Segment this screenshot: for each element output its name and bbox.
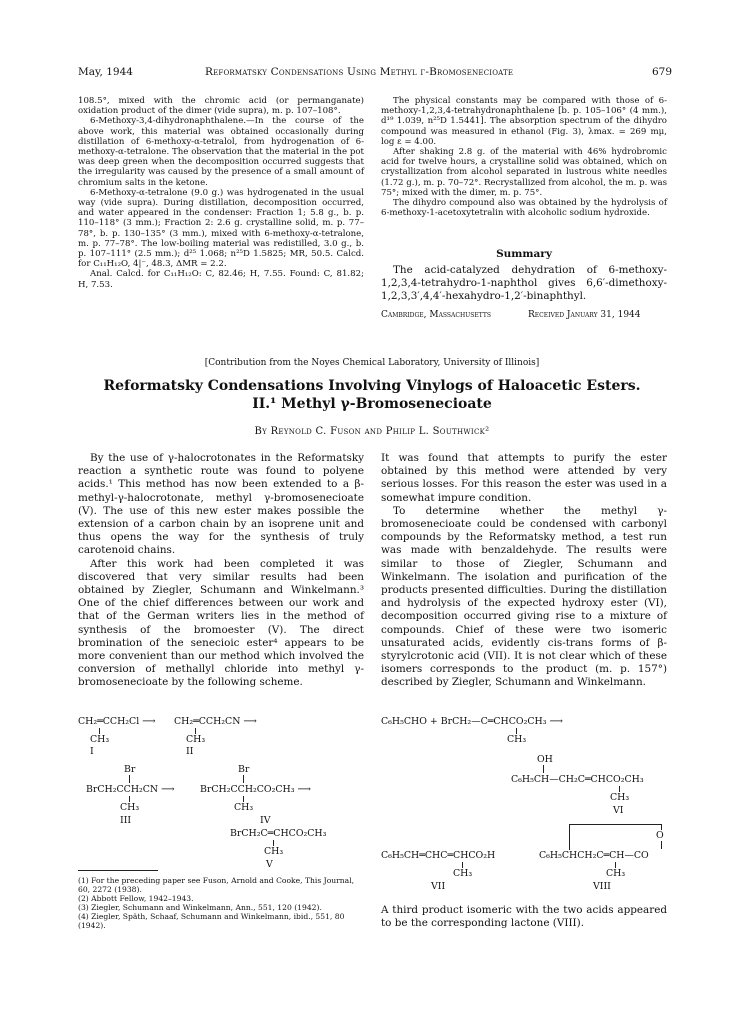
lactone-ring-bond — [569, 824, 661, 825]
lactone-oxygen: O — [656, 830, 664, 841]
compound-label-VIII: VIII — [593, 881, 611, 892]
body-paragraph: To determine whether the methyl γ-bromosenecioate could be condensed with carbonyl compounds by the Reformatsky method, a test run was made with benzaldehyde. The results were similar to those of Ziegler, Schumann and Winkelmann. The isolation and purification of the products presented difficulties. During the distillation and hydrolysis of the expected hydroxy ester (VI), decomposition occurred giving rise to a mixture of compounds. Chief of these were two isomeric unsaturated acids, evidently cis-trans forms of β-styrylcrotonic acid (VII). It is not clear which of these isomers corresponds to the product (m. p. 157°) described by Ziegler, Schumann and Winkelmann. — [381, 504, 667, 689]
footnotes — [78, 876, 368, 930]
compound-III-formula: BrCH₂CCH₂CN ⟶ — [86, 784, 175, 795]
prev-right-paragraph: The physical constants may be compared with those of 6-methoxy-1,2,3,4-tetrahydronaphthalene [b. p. 105–106° (4 mm.), d¹⁹ 1.039, n²⁵D 1.5441]. The absorption spectrum of the dihydro compound was measured in ethanol (Fig. 3), λmax. = 269 mμ, log ε = 4.00. — [381, 96, 667, 147]
compound-VII-formula: C₆H₅CH═CHC═CHCO₂H — [381, 850, 496, 861]
lactone-ring-bond — [569, 824, 570, 850]
prev-article-left-column — [78, 96, 364, 290]
footnote-rule — [78, 870, 158, 871]
compound-IV-formula: BrCH₂CCH₂CO₂CH₃ ⟶ — [200, 784, 311, 795]
methyl-group: CH₃ — [90, 734, 110, 745]
compound-label-VI: VI — [613, 805, 624, 816]
compound-VIII-formula: C₆H₅CHCH₂C═CH—CO — [539, 850, 649, 861]
reaction-scheme-left — [78, 716, 368, 870]
compound-I-formula: CH₂═CCH₂Cl ⟶ — [78, 716, 156, 727]
contribution-line: [Contribution from the Noyes Chemical Laboratory, University of Illinois] — [204, 358, 540, 368]
lactone-ring-bond — [661, 841, 662, 849]
prev-left-paragraph: 6-Methoxy-α-tetralone (9.0 g.) was hydrogenated in the usual way (vide supra). During distillation, decomposition occurred, and water appeared in the condenser: Fraction 1; 5.8 g., b. p. 110–118° (3 mm.); Fraction 2: 2.6 g. crystalline solid, m. p. 77–78°, b. p. 130–135° (3 mm.), mixed with 6-methoxy-α-tetralone, m. p. 77–78°. The low-boiling material was redistilled, 3.0 g., b. p. 107–111° (2.5 mm.); d²⁵ 1.068; n²⁵D 1.5825; MR, 50.5. Calcd. for C₁₁H₁₂O, 4|⁻, 48.3, ΔMR = 2.2. — [78, 187, 364, 270]
footnote: (4) Ziegler, Späth, Schaaf, Schumann and Winkelmann, ibid., 551, 80 (1942). — [78, 912, 345, 930]
methyl-group: CH₃ — [507, 734, 527, 745]
running-header-title: Reformatsky Condensations Using Methyl γ-Bromosenecioate — [205, 66, 514, 78]
prev-article-right-column — [381, 96, 667, 218]
prev-left-paragraph: 108.5°, mixed with the chromic acid (or permanganate) oxidation product of the dimer (vide supra), m. p. 107–108°. — [78, 96, 364, 117]
methyl-group: CH₃ — [453, 868, 473, 879]
compound-V-formula: BrCH₂C═CHCO₂CH₃ — [230, 828, 327, 839]
article-title: Reformatsky Condensations Involving Vinylogs of Haloacetic Esters. — [103, 378, 641, 394]
body-paragraph: After this work had been completed it was discovered that very similar results had been obtained by Ziegler, Schumann and Winkelmann.³ One of the chief differences between our work and that of the German writers lies in the method of synthesis of the bromoester (V). The direct bromination of the senecioic ester⁴ appears to be more convenient than our method which involved the conversion of methallyl chloride into methyl γ-bromosenecioate by the following scheme. — [78, 557, 364, 689]
prev-left-paragraph: 6-Methoxy-3,4-dihydronaphthalene.—In the course of the above work, this material was obtained occasionally during distillation of 6-methoxy-α-tetralol, from hydrogenation of 6-methoxy-α-tetralone. The observation that the material in the pot was deep green when the decomposition occurred suggests that the irregularity was caused by the presence of a small amount of chromium salts in the ketone. — [78, 116, 364, 188]
methyl-group: CH₃ — [234, 802, 254, 813]
methyl-group: CH₃ — [606, 868, 626, 879]
compound-VI-formula: C₆H₅CH—CH₂C═CHCO₂CH₃ — [511, 774, 644, 785]
affiliation: Cambridge, Massachusetts — [381, 310, 491, 320]
compound-label-II: II — [186, 746, 194, 757]
methyl-group: CH₃ — [120, 802, 140, 813]
footnote: (2) Abbott Fellow, 1942–1943. — [78, 894, 194, 903]
hydroxy-substituent: OH — [537, 754, 553, 765]
bond-line — [129, 775, 130, 783]
compound-II-formula: CH₂═CCH₂CN ⟶ — [174, 716, 257, 727]
compound-label-VII: VII — [431, 881, 446, 892]
prev-left-paragraph: Anal. Calcd. for C₁₁H₁₂O: C, 82.46; H, 7.55. Found: C, 81.82; H, 7.53. — [78, 269, 364, 290]
running-header-date: May, 1944 — [78, 66, 133, 78]
body-paragraph: It was found that attempts to purify the ester obtained by this method were attended by very serious losses. For this reason the ester was used in a somewhat impure condition. — [381, 452, 667, 504]
body-left-column — [78, 452, 364, 690]
summary-text: The acid-catalyzed dehydration of 6-methoxy-1,2,3,4-tetrahydro-1-naphthol gives 6,6′-dimethoxy-1,2,3,3′,4,4′-hexahydro-1,2′-binaphthyl. — [381, 264, 667, 302]
footnote: (1) For the preceding paper see Fuson, Arnold and Cooke, This Journal, 60, 2272 (1938). — [78, 876, 355, 894]
received-date: Received January 31, 1944 — [528, 310, 641, 320]
benzaldehyde-reaction: C₆H₅CHO + BrCH₂—C═CHCO₂CH₃ ⟶ — [381, 716, 563, 727]
methyl-group: CH₃ — [264, 846, 284, 857]
article-subtitle: II.¹ Methyl γ-Bromosenecioate — [252, 396, 492, 412]
methyl-group: CH₃ — [610, 792, 630, 803]
body-paragraph: By the use of γ-halocrotonates in the Reformatsky reaction a synthetic route was found to polyene acids.¹ This method has now been extended to a β-methyl-γ-halocrotonate, methyl γ-bromosenecioate (V). The use of this new ester makes possible the extension of a carbon chain by an isoprene unit and thus opens the way for the synthesis of truly carotenoid chains. — [78, 452, 364, 557]
bromo-substituent: Br — [238, 764, 250, 775]
closing-paragraph: A third product isomeric with the two acids appeared to be the corresponding lactone (VIII). — [381, 904, 667, 930]
reaction-scheme-right — [381, 714, 681, 894]
bond-line — [243, 775, 244, 783]
prev-right-paragraph: The dihydro compound also was obtained by the hydrolysis of 6-methoxy-1-acetoxytetralin with alcoholic sodium hydroxide. — [381, 198, 667, 219]
page-number: 679 — [652, 66, 673, 78]
methyl-group: CH₃ — [186, 734, 206, 745]
summary-heading: Summary — [496, 248, 552, 260]
footnote: (3) Ziegler, Schumann and Winkelmann, Ann., 551, 120 (1942). — [78, 903, 322, 912]
body-right-column — [381, 452, 667, 690]
bromo-substituent: Br — [124, 764, 136, 775]
compound-label-I: I — [90, 746, 94, 757]
compound-label-V: V — [266, 859, 273, 870]
article-authors: By Reynold C. Fuson and Philip L. Southwick² — [254, 426, 490, 437]
compound-label-III: III — [120, 815, 132, 826]
bond-line — [543, 765, 544, 773]
prev-right-paragraph: After shaking 2.8 g. of the material with 46% hydrobromic acid for twelve hours, a crystalline solid was obtained, which on crystallization from alcohol separated in lustrous white needles (1.72 g.), m. p. 70–72°. Recrystallized from alcohol, the m. p. was 75°; mixed with the dimer, m. p. 75°. — [381, 147, 667, 198]
compound-label-IV: IV — [260, 815, 271, 826]
